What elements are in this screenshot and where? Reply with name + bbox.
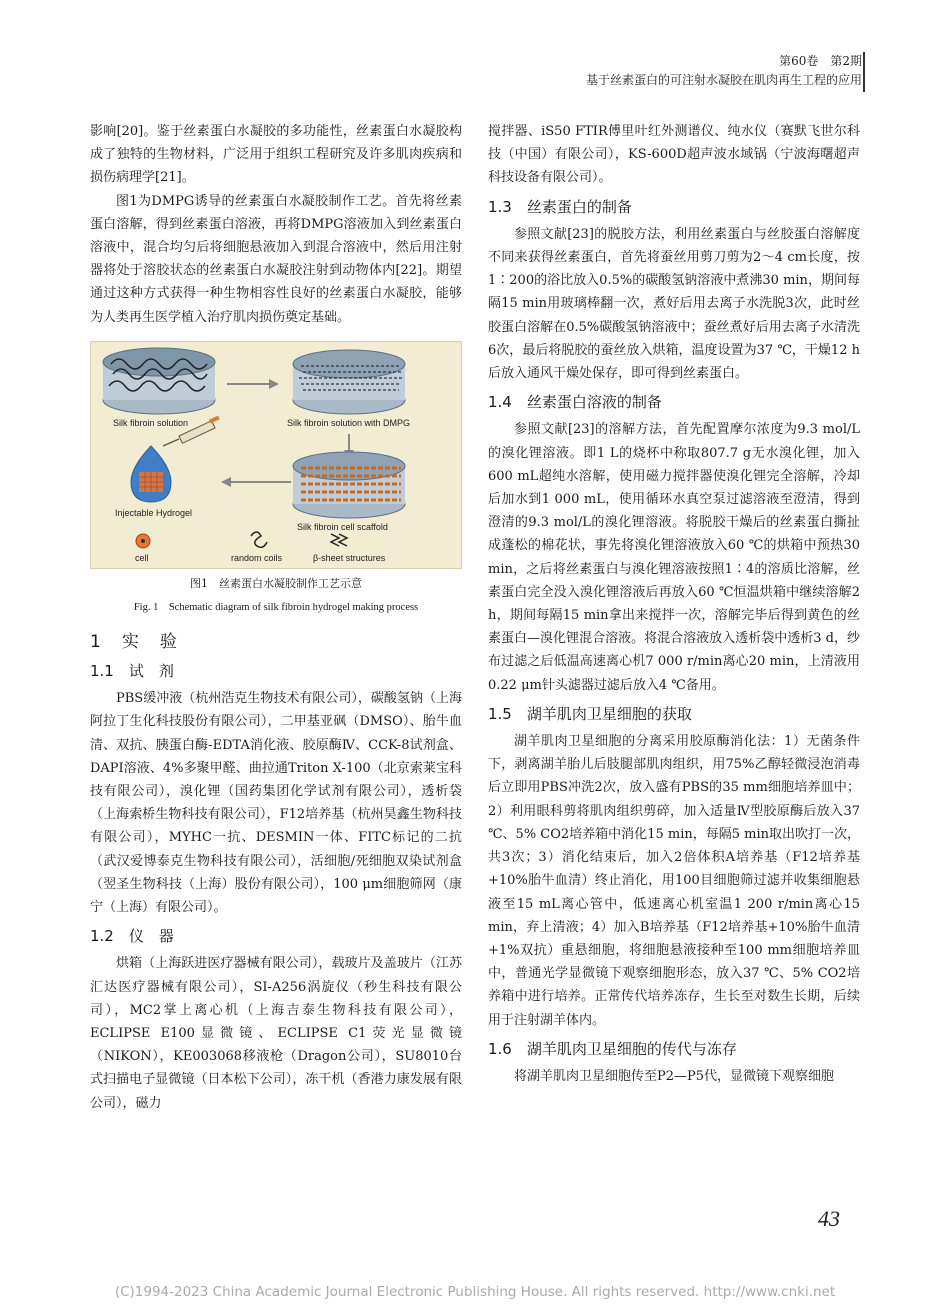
injectable-hydrogel-icon [131,446,171,502]
right-column [488,120,860,1088]
arrow-head [269,379,279,389]
copyright-footer: (C)1994-2023 China Academic Journal Electronic Publishing House. All rights reserved. http://www.cnki.net [114,1284,836,1300]
legend-beta-sheet-label: β-sheet structures [313,552,386,563]
arrow-head [221,477,231,487]
paragraph: 图1为DMPG诱导的丝素蛋白水凝胶制作工艺。首先将丝素蛋白溶解，得到丝素蛋白溶液，再将DMPG溶液加入到丝素蛋白溶液中，混合均匀后将细胞悬液加入到混合溶液中，然后用注射器将处于溶胶状态的丝素蛋白水凝胶注射到动物体内[22]。期望通过这种方式获得一种生物相容性良好的丝素蛋白水凝胶，能够为人类再生医学植入治疗肌肉损伤奠定基础。 [90,193,462,325]
dish-with-dmpg [293,350,405,414]
subsection-heading: 1.3 丝素蛋白的制备 [488,197,632,216]
subsection-heading: 1.5 湖羊肌肉卫星细胞的获取 [488,704,692,723]
label-silk-fibroin-with-dmpg: Silk fibroin solution with DMPG [287,417,411,428]
journal-volume: 第60卷 第2期 [779,54,862,68]
subsection-heading: 1.6 湖羊肌肉卫星细胞的传代与冻存 [488,1039,737,1058]
subsection-heading: 1.1 试 剂 [90,662,174,681]
paragraph: 影响[20]。鉴于丝素蛋白水凝胶的多功能性，丝素蛋白水凝胶构成了独特的生物材料，广泛用于组织工程研究及许多肌肉疾病和损伤病理学[21]。 [90,124,462,186]
figure-1 [90,341,462,569]
legend-cell-label: cell [135,552,149,563]
label-silk-fibroin-solution: Silk fibroin solution [113,417,189,428]
subsection-heading: 1.4 丝素蛋白溶液的制备 [488,393,662,412]
paragraph: 参照文献[23]的溶解方法，首先配置摩尔浓度为9.3 mol/L的溴化锂溶液。即1 L的烧杯中称取807.7 g无水溴化锂，加入600 mL超纯水溶解，使用磁力搅拌器使溴化锂完全溶解，冷却后加水到1 000 mL，使用循环水真空泵过滤溶液至澄清，得到澄清的9.3 mol/L的溴化锂溶液。将脱胶干燥后的丝素蛋白撕扯成蓬松的棉花状，事先将溴化锂溶液放入60 ℃的烘箱中预热30 min，之后将丝素蛋白与溴化锂溶液按照1∶4的溶质比溶解，丝素蛋白完全没入溴化锂溶液后再放入60 ℃恒温烘箱中继续溶解2 h，期间每隔15 min拿出来搅拌一次，溶解完毕后得到黄色的丝素蛋白—溴化锂混合溶液。将混合溶液放入透析袋中透析3 d，纱布过滤之后低温高速离心机7 000 r/min离心20 min，上清液用0.22 μm针头滤器过滤后放入4 ℃备用。 [488,422,860,693]
label-cell-scaffold: Silk fibroin cell scaffold [297,521,388,532]
paragraph: 将湖羊肌肉卫星细胞传至P2—P5代，显微镜下观察细胞 [514,1068,835,1084]
label-injectable-hydrogel: Injectable Hydrogel [115,507,193,518]
random-coils-icon [251,532,267,547]
running-header [586,52,862,90]
paragraph: 搅拌器、iS50 FTIR傅里叶红外测谱仪、纯水仪（赛默飞世尔科技（中国）有限公司），KS-600D超声波水域锅（宁波海曙超声科技设备有限公司）。 [488,124,860,186]
dish-cell-scaffold [293,452,405,518]
section-heading: 1 实 验 [90,631,179,652]
article-title: 基于丝素蛋白的可注射水凝胶在肌肉再生工程的应用 [585,73,862,87]
figure-1-diagram [91,342,461,568]
left-column [90,120,462,1115]
header-rule [863,52,865,92]
page-number: 43 [818,1206,840,1231]
dish-silk-fibroin-solution [103,348,215,414]
paragraph: 参照文献[23]的脱胶方法，利用丝素蛋白与丝胶蛋白溶解度不同来获得丝素蛋白，首先将蚕丝用剪刀剪为2～4 cm长度，按1∶200的浴比放入0.5%的碳酸氢钠溶液中煮沸30 min，期间每隔15 min用玻璃棒翻一次，煮好后用去离子水洗脱3次，此时丝胶蛋白溶解在0.5%碳酸氢钠溶液中；蚕丝煮好后用去离子水清洗6次，最后将脱胶的蚕丝放入烘箱，温度设置为37 ℃，干燥12 h后放入通风干燥处保存，即可得到丝素蛋白。 [488,226,860,382]
figure-caption-en: Fig. 1 Schematic diagram of silk fibroin hydrogel making process [133,601,419,613]
beta-sheet-icon [331,534,347,546]
legend-random-coils-label: random coils [231,552,283,563]
paragraph: 烘箱（上海跃进医疗器械有限公司），载玻片及盖玻片（江苏汇达医疗器械有限公司），SI-A256涡旋仪（秒生科技有限公司），MC2掌上离心机（上海吉泰生物科技有限公司），ECLIPSE E100显微镜、ECLIPSE C1荧光显微镜（NIKON），KE003068移液枪（Dragon公司），SU8010台式扫描电子显微镜（日本松下公司），冻干机（香港力康发展有限公司），磁力 [90,956,462,1111]
figure-caption-cn: 图1 丝素蛋白水凝胶制作工艺示意 [190,576,362,590]
subsection-heading: 1.2 仪 器 [90,927,174,946]
paragraph: PBS缓冲液（杭州浩克生物技术有限公司），碳酸氢钠（上海阿拉丁生化科技股份有限公司），二甲基亚砜（DMSO）、胎牛血清、双抗、胰蛋白酶-EDTA消化液、胶原酶Ⅳ、CCK-8试剂盒、DAPI溶液、4%多聚甲醛、曲拉通Triton X-100（北京索莱宝科技有限公司），溴化锂（国药集团化学试剂有限公司），透析袋（上海索桥生物科技有限公司），F12培养基（杭州昊鑫生物科技有限公司），MYHC一抗、DESMIN一体、FITC标记的二抗（武汉爱博泰克生物科技有限公司），活细胞/死细胞双染试剂盒（翌圣生物科技（上海）股份有限公司），100 μm细胞筛网（康宁（上海）有限公司）。 [90,691,462,916]
paragraph: 湖羊肌肉卫星细胞的分离采用胶原酶消化法：1）无菌条件下，剥离湖羊胎儿后肢腿部肌肉组织，用75%乙醇轻微浸泡消毒后立即用PBS冲洗2次，放入盛有PBS的35 mm细胞培养皿中；2）利用眼科剪将肌肉组织剪碎，加入适量Ⅳ型胶原酶后放入37 ℃、5% CO2培养箱中消化15 min，每隔5 min取出吹打一次，共3次；3）消化结束后，加入2倍体积A培养基（F12培养基+10%胎牛血清）终止消化，用100目细胞筛过滤并收集细胞悬液至15 mL离心管中，低速离心机室温1 200 r/min离心15 min，弃上清液；4）加入B培养基（F12培养基+10%胎牛血清+1%双抗）重悬细胞，将细胞悬液接种至100 mm细胞培养皿中，普通光学显微镜下观察细胞形态，放入37 ℃、5% CO2培养箱中进行培养。正常传代培养冻存，生长至对数生长期，后续用于注射湖羊体内。 [488,734,860,1028]
legend-cell-icon [136,534,150,548]
